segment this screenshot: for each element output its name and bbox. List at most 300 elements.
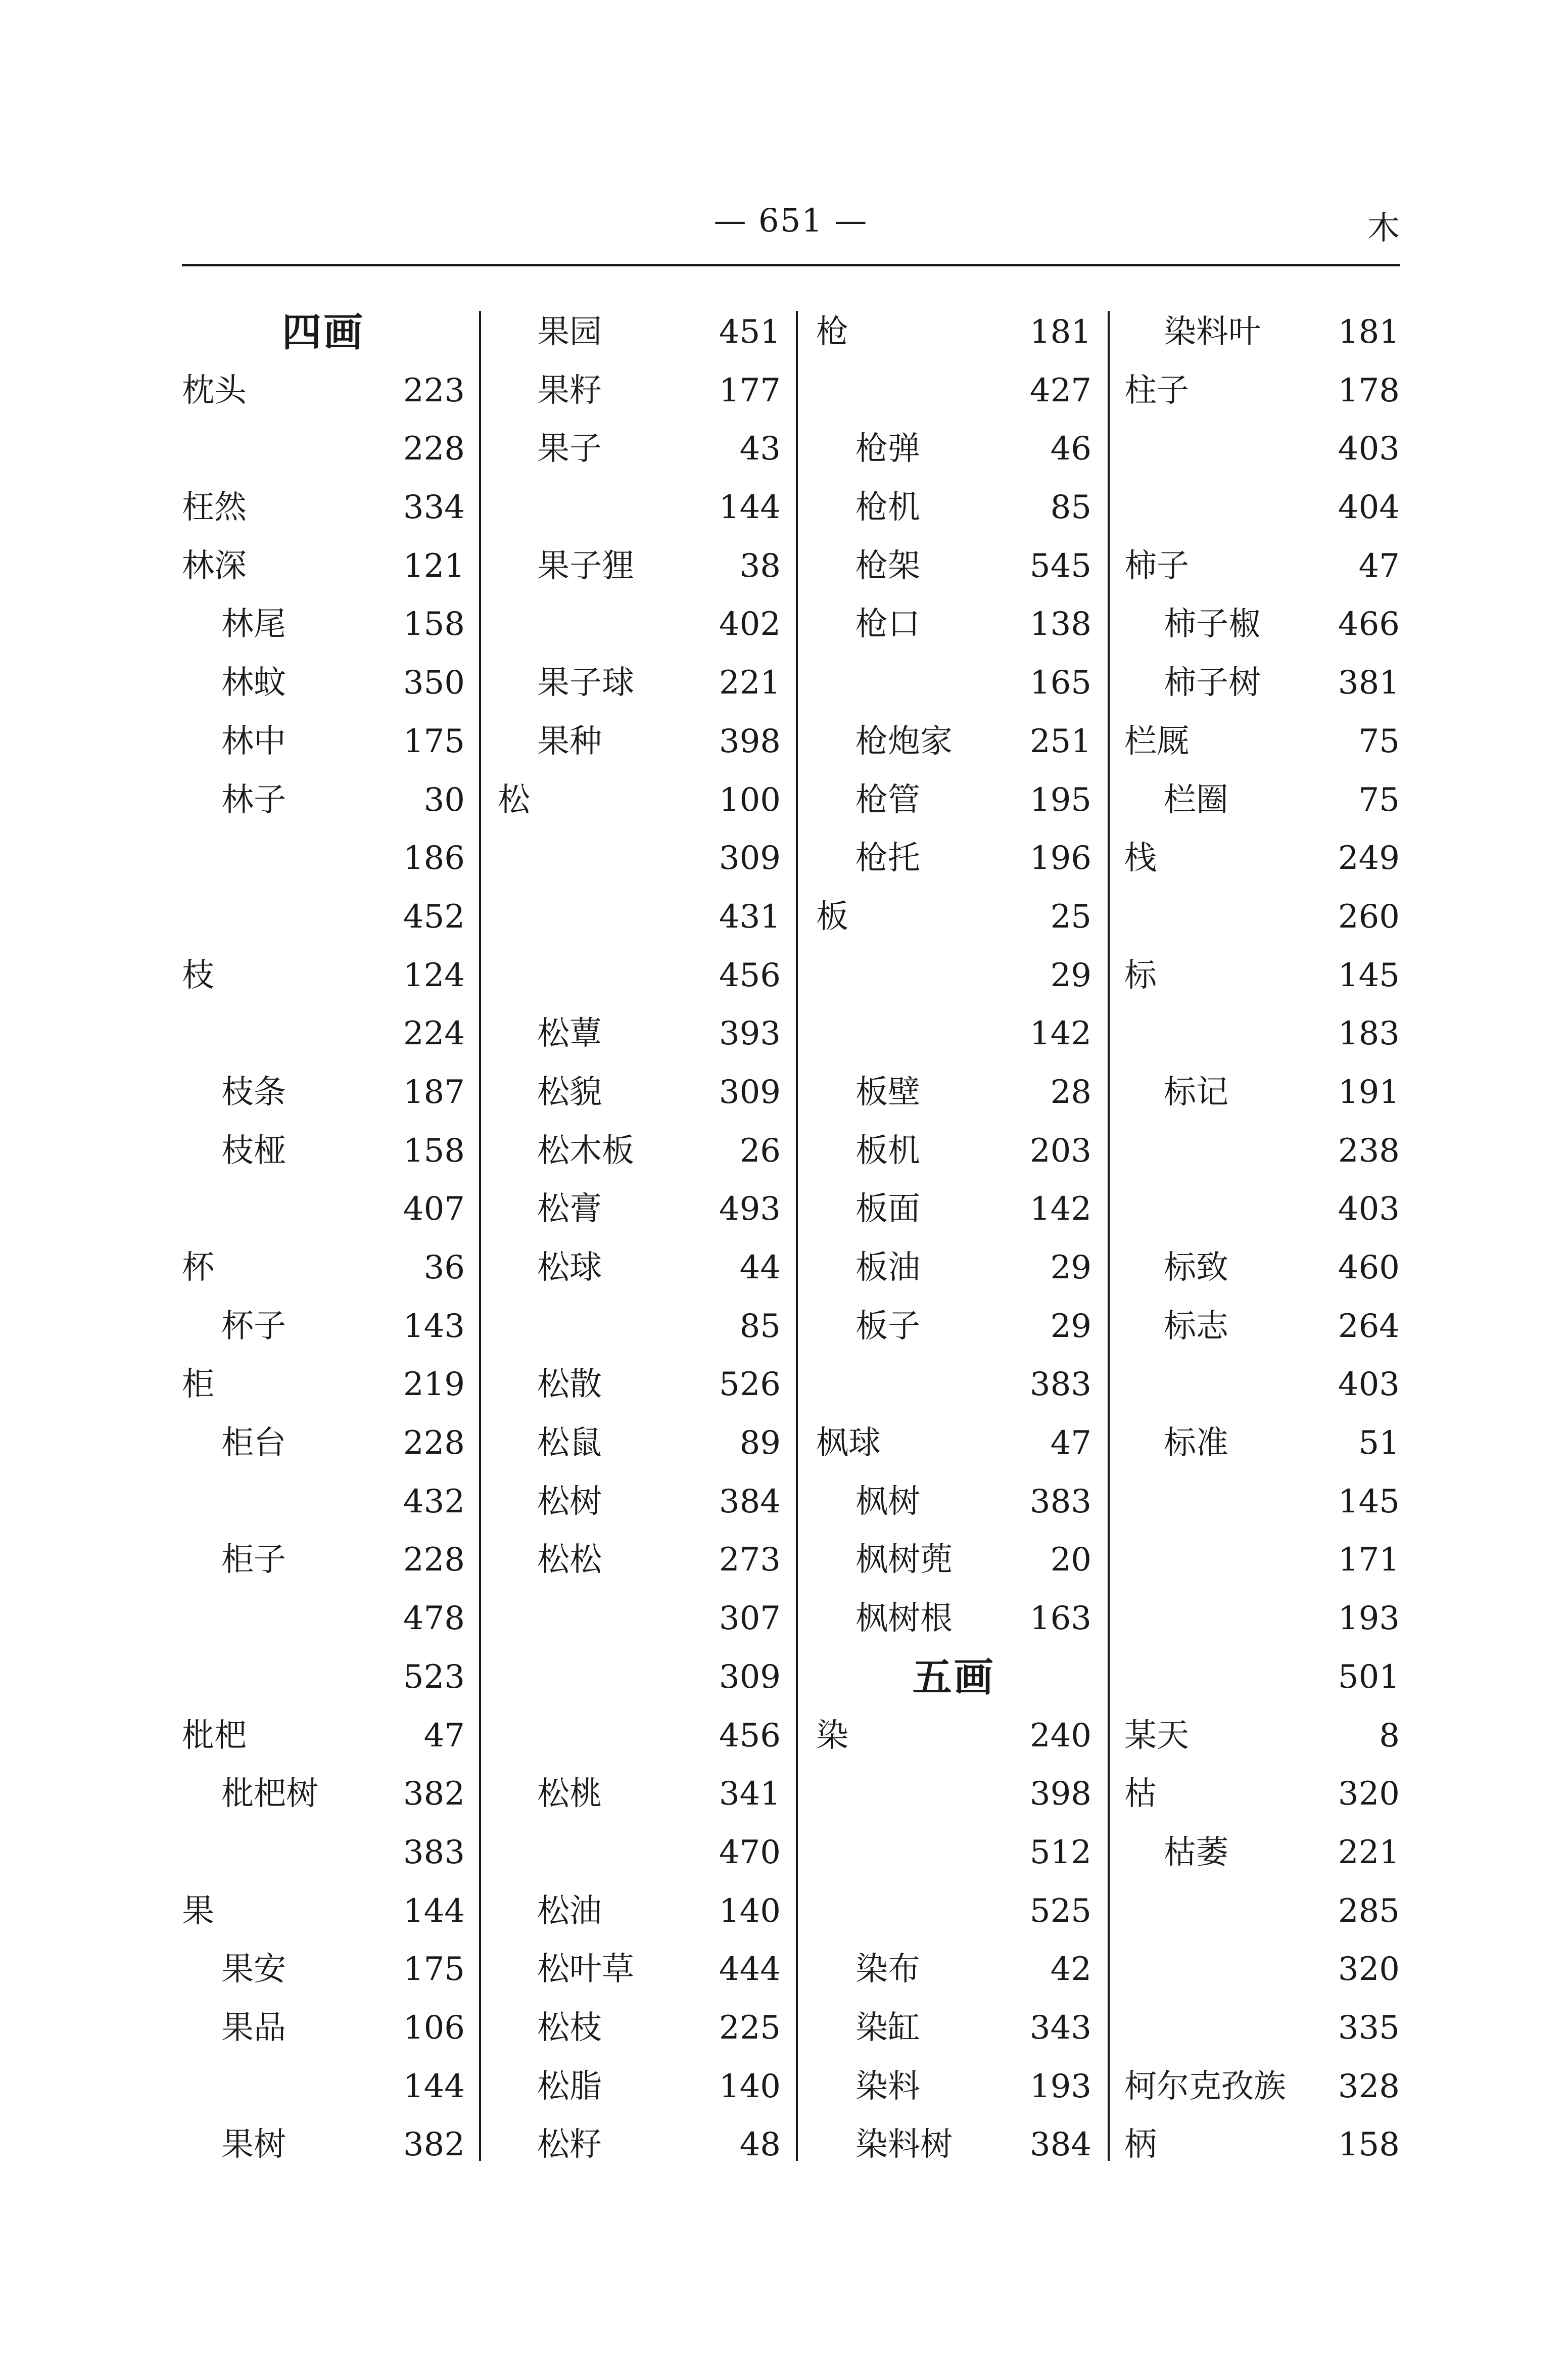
entry-page-number: 456 [719,1717,781,1754]
entry-page-number: 219 [403,1366,465,1404]
entry-term: 枪口 [856,606,920,643]
index-entry [498,654,781,713]
entry-term: 林中 [221,722,286,760]
index-entry [1124,1531,1400,1590]
entry-page-number: 193 [1029,2067,1091,2105]
entry-page-number: 177 [719,372,781,409]
entry-page-number: 478 [403,1600,465,1638]
index-entry [182,1239,465,1298]
entry-term: 某天 [1124,1717,1189,1754]
index-entry [816,1180,1091,1239]
entry-page-number: 427 [1029,372,1091,409]
index-entry [182,1882,465,1941]
column-divider [796,311,798,2161]
index-entry [182,1590,465,1648]
index-entry [816,1999,1091,2058]
entry-term: 板机 [856,1132,920,1170]
index-entry [816,2058,1091,2116]
index-entry [816,947,1091,1005]
index-entry [816,1005,1091,1064]
index-entry [816,1122,1091,1181]
entry-term: 标志 [1164,1307,1228,1345]
entry-page-number: 196 [1029,840,1091,877]
entry-page-number: 223 [403,372,465,409]
entry-page-number: 124 [403,956,465,994]
index-entry [182,2116,465,2175]
index-entry [1124,771,1400,830]
index-entry [816,713,1091,771]
entry-term: 枉然 [182,489,247,527]
index-entry [182,947,465,1005]
entry-term: 柱子 [1124,372,1189,409]
index-entry [1124,595,1400,654]
entry-page-number: 158 [403,606,465,643]
entry-term: 柜 [182,1366,214,1404]
index-entry [816,1940,1091,1999]
index-entry [498,947,781,1005]
entry-page-number: 309 [719,1658,781,1696]
entry-term: 枫树蔸 [856,1541,953,1579]
index-entry [1124,420,1400,479]
entry-page-number: 89 [739,1424,781,1462]
entry-term: 松球 [537,1249,602,1286]
entry-page-number: 145 [1338,1483,1400,1520]
header-rule [182,264,1400,266]
index-entry [498,1356,781,1414]
index-entry [498,1473,781,1532]
entry-page-number: 383 [403,1833,465,1871]
index-entry [182,1940,465,1999]
entry-page-number: 493 [719,1190,781,1228]
index-entry [182,1180,465,1239]
entry-page-number: 29 [1050,956,1091,994]
index-entry [816,771,1091,830]
entry-page-number: 470 [719,1833,781,1871]
entry-page-number: 398 [1029,1775,1091,1813]
index-entry [182,1531,465,1590]
entry-term: 枪弹 [856,430,920,468]
index-entry [1124,479,1400,537]
index-entry [816,1298,1091,1356]
entry-page-number: 382 [403,1775,465,1813]
entry-term: 松木板 [537,1132,634,1170]
index-entry [498,1005,781,1064]
entry-term: 果籽 [537,372,602,409]
entry-term: 松松 [537,1541,602,1579]
index-entry [498,1882,781,1941]
entry-term: 染缸 [856,2009,920,2047]
entry-term: 板子 [856,1307,920,1345]
entry-page-number: 526 [719,1366,781,1404]
entry-term: 染料叶 [1164,313,1261,351]
entry-page-number: 451 [719,313,781,351]
entry-page-number: 175 [403,1951,465,1989]
index-entry [498,1298,781,1356]
entry-page-number: 523 [403,1658,465,1696]
index-entry [1124,654,1400,713]
entry-page-number: 501 [1338,1658,1400,1696]
entry-page-number: 249 [1338,840,1400,877]
index-entry [816,1531,1091,1590]
entry-page-number: 85 [1050,489,1091,527]
index-entry [816,654,1091,713]
page-header [182,197,1400,253]
index-entry [816,829,1091,888]
entry-page-number: 186 [403,840,465,877]
index-entry [182,479,465,537]
entry-page-number: 335 [1338,2009,1400,2047]
entry-page-number: 75 [1358,781,1400,819]
entry-term: 枝 [182,956,214,994]
entry-term: 柄 [1124,2126,1157,2164]
index-entry [182,1414,465,1473]
entry-term: 松树 [537,1483,602,1520]
entry-term: 板面 [856,1190,920,1228]
entry-page-number: 383 [1029,1483,1091,1520]
entry-page-number: 545 [1029,547,1091,585]
index-entry [182,888,465,947]
heading-label: 四画 [281,309,365,355]
entry-term: 松鼠 [537,1424,602,1462]
entry-page-number: 187 [403,1073,465,1111]
entry-page-number: 228 [403,1541,465,1579]
entry-term: 枪管 [856,781,920,819]
entry-page-number: 75 [1358,722,1400,760]
index-entry [498,829,781,888]
entry-page-number: 158 [403,1132,465,1170]
entry-term: 柜台 [221,1424,286,1462]
entry-term: 枯萎 [1164,1833,1228,1871]
index-entry [816,1356,1091,1414]
index-entry [182,654,465,713]
index-entry [1124,1180,1400,1239]
entry-page-number: 381 [1338,664,1400,702]
entry-page-number: 143 [403,1307,465,1345]
entry-term: 枪托 [856,840,920,877]
entry-page-number: 38 [739,547,781,585]
entry-page-number: 350 [403,664,465,702]
index-entry [1124,1940,1400,1999]
entry-page-number: 26 [739,1132,781,1170]
index-entry [1124,1122,1400,1181]
entry-page-number: 320 [1338,1775,1400,1813]
index-entry [498,2058,781,2116]
index-entry [498,1999,781,2058]
entry-page-number: 145 [1338,956,1400,994]
entry-page-number: 273 [719,1541,781,1579]
index-column-3 [816,303,1091,2174]
entry-term: 松 [498,781,530,819]
index-entry [816,1765,1091,1824]
entry-page-number: 121 [403,547,465,585]
index-entry [816,2116,1091,2175]
entry-page-number: 403 [1338,1366,1400,1404]
index-entry [182,829,465,888]
entry-term: 标 [1124,956,1157,994]
entry-term: 枪机 [856,489,920,527]
entry-page-number: 328 [1338,2067,1400,2105]
entry-term: 果园 [537,313,602,351]
entry-page-number: 228 [403,1424,465,1462]
index-entry [816,362,1091,421]
entry-page-number: 138 [1029,606,1091,643]
index-entry [182,771,465,830]
entry-page-number: 260 [1338,898,1400,936]
entry-term: 栏圈 [1164,781,1228,819]
index-entry [498,888,781,947]
entry-term: 枝条 [221,1073,286,1111]
index-entry [498,2116,781,2175]
entry-term: 枇杷树 [221,1775,318,1813]
entry-term: 松脂 [537,2067,602,2105]
index-entry [1124,1765,1400,1824]
entry-page-number: 144 [403,2067,465,2105]
entry-page-number: 224 [403,1015,465,1053]
index-entry [182,713,465,771]
entry-page-number: 309 [719,1073,781,1111]
entry-term: 松油 [537,1892,602,1930]
entry-page-number: 181 [1029,313,1091,351]
entry-term: 板壁 [856,1073,920,1111]
entry-term: 果子狸 [537,547,634,585]
index-entry [1124,1882,1400,1941]
index-entry [498,595,781,654]
entry-term: 枫树根 [856,1600,953,1638]
index-entry [1124,1648,1400,1707]
entry-page-number: 191 [1338,1073,1400,1111]
index-entry [498,1180,781,1239]
entry-page-number: 203 [1029,1132,1091,1170]
index-entry [1124,362,1400,421]
entry-term: 柿子 [1124,547,1189,585]
entry-term: 枪 [816,313,848,351]
entry-term: 杯 [182,1249,214,1286]
entry-page-number: 285 [1338,1892,1400,1930]
index-entry [498,1824,781,1882]
index-entry [182,2058,465,2116]
entry-term: 染布 [856,1951,920,1989]
entry-page-number: 175 [403,722,465,760]
index-entry [182,1765,465,1824]
entry-term: 松叶草 [537,1951,634,1989]
entry-page-number: 251 [1029,722,1091,760]
entry-term: 柜子 [221,1541,286,1579]
entry-page-number: 193 [1338,1600,1400,1638]
entry-page-number: 42 [1050,1951,1091,1989]
entry-page-number: 402 [719,606,781,643]
entry-page-number: 47 [1050,1424,1091,1462]
entry-page-number: 48 [739,2126,781,2164]
index-entry [1124,1239,1400,1298]
entry-page-number: 264 [1338,1307,1400,1345]
index-entry [498,771,781,830]
index-entry [1124,303,1400,362]
entry-page-number: 51 [1358,1424,1400,1462]
index-column-2 [498,303,781,2174]
index-column-1 [182,303,465,2174]
entry-page-number: 343 [1029,2009,1091,2047]
entry-term: 柯尔克孜族 [1124,2067,1286,2105]
index-entry [182,1064,465,1122]
column-divider [1108,311,1110,2161]
entry-page-number: 44 [739,1249,781,1286]
entry-term: 果 [182,1892,214,1930]
entry-term: 栈 [1124,840,1157,877]
entry-term: 果子球 [537,664,634,702]
entry-page-number: 85 [739,1307,781,1345]
index-entry [498,420,781,479]
entry-page-number: 320 [1338,1951,1400,1989]
index-entry [498,1122,781,1181]
entry-term: 松散 [537,1366,602,1404]
index-entry [1124,1473,1400,1532]
entry-page-number: 28 [1050,1073,1091,1111]
entry-term: 松籽 [537,2126,602,2164]
index-entry [816,479,1091,537]
entry-page-number: 228 [403,430,465,468]
entry-term: 染 [816,1717,848,1754]
entry-page-number: 403 [1338,1190,1400,1228]
entry-page-number: 444 [719,1951,781,1989]
entry-page-number: 20 [1050,1541,1091,1579]
index-entry [498,303,781,362]
index-entry [498,479,781,537]
index-entry [1124,829,1400,888]
entry-term: 果品 [221,2009,286,2047]
entry-page-number: 334 [403,489,465,527]
entry-page-number: 47 [1358,547,1400,585]
index-entry [498,362,781,421]
entry-page-number: 140 [719,2067,781,2105]
entry-page-number: 183 [1338,1015,1400,1053]
page-number: — 651 — [714,202,868,240]
index-entry [1124,1298,1400,1356]
entry-page-number: 432 [403,1483,465,1520]
index-entry [182,595,465,654]
index-entry [498,1590,781,1648]
index-entry [182,1648,465,1707]
entry-page-number: 238 [1338,1132,1400,1170]
entry-page-number: 431 [719,898,781,936]
entry-page-number: 8 [1379,1717,1400,1754]
index-entry [498,1707,781,1766]
entry-term: 标记 [1164,1073,1228,1111]
entry-term: 标致 [1164,1249,1228,1286]
entry-page-number: 341 [719,1775,781,1813]
column-divider [479,311,481,2161]
entry-term: 松枝 [537,2009,602,2047]
entry-page-number: 512 [1029,1833,1091,1871]
entry-page-number: 195 [1029,781,1091,819]
index-entry [498,1765,781,1824]
index-entry [816,1064,1091,1122]
entry-term: 果安 [221,1951,286,1989]
index-entry [816,1239,1091,1298]
entry-page-number: 142 [1029,1190,1091,1228]
entry-term: 果种 [537,722,602,760]
index-entry [816,595,1091,654]
index-entry [1124,1064,1400,1122]
section-radical: 木 [1367,210,1400,247]
entry-term: 染料树 [856,2126,953,2164]
entry-page-number: 309 [719,840,781,877]
entry-term: 杯子 [221,1307,286,1345]
entry-page-number: 46 [1050,430,1091,468]
entry-term: 枇杷 [182,1717,247,1754]
entry-term: 柿子树 [1164,664,1261,702]
entry-term: 果树 [221,2126,286,2164]
heading-label: 五画 [912,1654,995,1700]
entry-page-number: 29 [1050,1307,1091,1345]
entry-page-number: 525 [1029,1892,1091,1930]
entry-page-number: 393 [719,1015,781,1053]
entry-page-number: 221 [1338,1833,1400,1871]
index-entry [182,1473,465,1532]
entry-page-number: 382 [403,2126,465,2164]
index-entry [1124,1999,1400,2058]
entry-term: 果子 [537,430,602,468]
index-entry [1124,537,1400,596]
entry-term: 栏厩 [1124,722,1189,760]
index-entry [816,303,1091,362]
index-entry [1124,713,1400,771]
index-entry [1124,1414,1400,1473]
index-column-4 [1124,303,1400,2174]
entry-page-number: 165 [1029,664,1091,702]
entry-page-number: 466 [1338,606,1400,643]
index-entry [1124,1356,1400,1414]
index-entry [182,1707,465,1766]
index-entry [182,420,465,479]
entry-term: 枝桠 [221,1132,286,1170]
entry-page-number: 456 [719,956,781,994]
index-entry [816,1590,1091,1648]
entry-term: 林尾 [221,606,286,643]
index-entry [1124,1005,1400,1064]
index-entry [182,1824,465,1882]
entry-page-number: 144 [719,489,781,527]
index-entry [1124,2058,1400,2116]
entry-term: 枪架 [856,547,920,585]
entry-term: 枕头 [182,372,247,409]
index-entry [182,1298,465,1356]
index-entry [816,420,1091,479]
entry-term: 松貌 [537,1073,602,1111]
entry-page-number: 36 [423,1249,465,1286]
entry-page-number: 29 [1050,1249,1091,1286]
entry-term: 标准 [1164,1424,1228,1462]
index-entry [498,713,781,771]
entry-page-number: 407 [403,1190,465,1228]
index-entry [498,537,781,596]
entry-page-number: 384 [1029,2126,1091,2164]
entry-page-number: 142 [1029,1015,1091,1053]
index-entry [1124,1590,1400,1648]
index-entry [1124,888,1400,947]
entry-term: 枫球 [816,1424,881,1462]
entry-page-number: 178 [1338,372,1400,409]
index-entry [182,1122,465,1181]
entry-term: 板油 [856,1249,920,1286]
index-entry [1124,947,1400,1005]
index-entry [182,1005,465,1064]
index-entry [816,1882,1091,1941]
entry-page-number: 460 [1338,1249,1400,1286]
entry-page-number: 30 [423,781,465,819]
index-entry [816,888,1091,947]
stroke-count-heading [816,1648,1091,1707]
index-entry [816,1414,1091,1473]
